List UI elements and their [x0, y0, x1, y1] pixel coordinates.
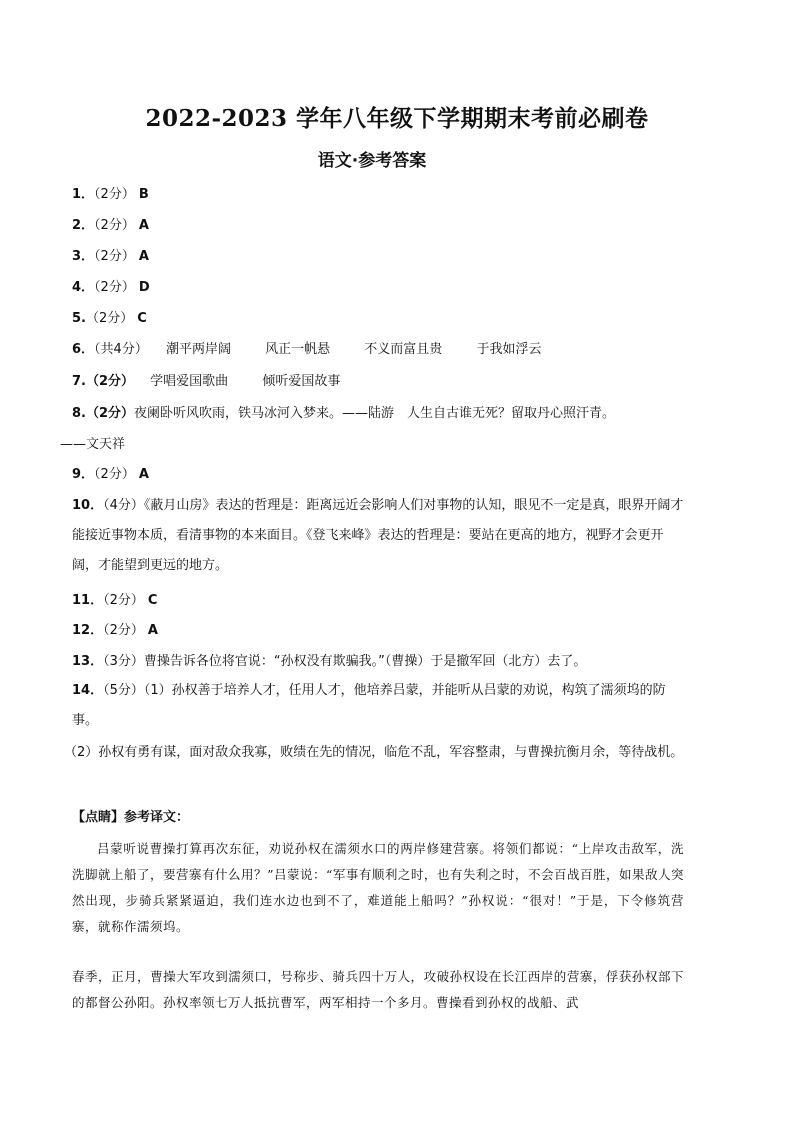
- answer-item-9: [72, 466, 149, 484]
- answer-phrase: 于我如浮云: [476, 342, 542, 357]
- answer-item-13: [72, 653, 586, 671]
- answer-item-5: [72, 310, 147, 328]
- translation-paragraph-2: 春季，正月，曹操大军攻到濡须口，号称步、骑兵四十万人，攻破孙权设在长江西岸的营寨，俘获孙权部下的都督公孙阳。孙权率领七万人抵抗曹军，两军相持一个多月。曹操看到孙权的战船、武: [72, 969, 684, 1010]
- question-number: 12．: [72, 623, 104, 638]
- question-points: （2分）: [85, 311, 134, 326]
- answer-text: （2）孙权有勇有谋，面对敌众我寡，败绩在先的情况，临危不乱，军容整肃，与曹操抗衡月余，等待战机。: [64, 745, 684, 760]
- answer-item-2: [72, 217, 149, 235]
- question-points: （2分）: [103, 623, 144, 638]
- answer-text: （1）孙权善于培养人才，任用人才，他培养吕蒙，并能听从吕蒙的劝说，构筑了濡须坞的防事。: [72, 683, 666, 728]
- answer-text: 曹操告诉各位将官说：“孙权没有欺骗我。”（曹操）于是撤军回（北方）去了。: [143, 654, 587, 669]
- answer-value: A: [147, 623, 158, 638]
- question-points: （2分）: [94, 249, 135, 264]
- question-points: （2分）: [85, 374, 135, 389]
- answer-value: A: [138, 218, 149, 233]
- question-number: 11．: [72, 593, 104, 608]
- question-number: 4．: [72, 280, 95, 295]
- question-number: 1．: [72, 187, 95, 202]
- question-number: 9．: [72, 467, 95, 482]
- answer-item-1: [72, 186, 149, 204]
- question-number: 2．: [72, 218, 95, 233]
- answer-text: ——文天祥: [60, 437, 126, 452]
- answer-phrase: 潮平两岸阔: [165, 342, 231, 357]
- answer-value: A: [138, 249, 149, 264]
- answer-item-10: [72, 491, 684, 581]
- answer-value: B: [138, 187, 149, 202]
- answer-item-6: [72, 341, 541, 359]
- answer-phrase: 风正一帆悬: [265, 342, 331, 357]
- answer-phrase: 学唱爱国歌曲: [150, 374, 229, 389]
- question-points: （4分）: [103, 498, 144, 513]
- question-points: （2分）: [94, 218, 135, 233]
- question-number: 8.: [72, 406, 86, 421]
- question-number: 5.: [72, 311, 86, 326]
- question-number: 6．: [72, 342, 95, 357]
- question-points: （2分）: [94, 467, 135, 482]
- tip-heading: 【点睛】参考译文：: [72, 810, 190, 825]
- answer-item-3: [72, 248, 149, 266]
- question-number: 10．: [72, 498, 104, 513]
- answer-item-14-part2: [64, 738, 684, 768]
- answer-value: C: [137, 311, 147, 326]
- page-subtitle: 语文·参考答案: [317, 151, 427, 171]
- answer-item-14: [72, 676, 684, 736]
- question-points: （3分）: [103, 654, 144, 669]
- answer-item-7: [72, 373, 340, 391]
- question-points: （5分）: [103, 683, 144, 698]
- answer-value: C: [147, 593, 158, 608]
- question-points: （2分）: [103, 593, 144, 608]
- answer-text: 夜阑卧听风吹雨，铁马冰河入梦来。——陆游 人生自古谁无死？留取丹心照汗青。: [134, 406, 616, 421]
- question-points: （2分）: [85, 406, 135, 421]
- question-number: 14．: [72, 683, 104, 698]
- answer-value: D: [138, 280, 150, 295]
- answer-item-4: [72, 279, 150, 297]
- translation-paragraph-1: 吕蒙听说曹操打算再次东征，劝说孙权在濡须水口的两岸修建营寨。将领们都说：“上岸攻击敌军，洗洗脚就上船了，要营寨有什么用？”吕蒙说：“军事有顺利之时，也有失利之时，不会百战百胜，如果敌人突然出现，步骑兵紧紧逼迫，我们连水边也到不了，难道能上船吗？”孙权说：“很对！”于是，下令修筑营寨，就称作濡须坞。: [72, 841, 684, 934]
- answer-phrase: 不义而富且贵: [364, 342, 443, 357]
- answer-item-12: [72, 622, 158, 640]
- answer-text: 《蔽月山房》表达的哲理是：距离远近会影响人们对事物的认知，眼见不一定是真，眼界开阔才能接近事物本质，看清事物的本来面目。《登飞来峰》表达的哲理是：要站在更高的地方，视野才会更开阔，才能望到更远的地方。: [72, 498, 684, 573]
- answer-phrase: 倾听爱国故事: [262, 374, 341, 389]
- answer-item-8-continued: [60, 436, 125, 454]
- page-title: 2022-2023 学年八年级下学期期末考前必刷卷: [145, 105, 649, 132]
- question-points: （2分）: [94, 280, 135, 295]
- question-points: （2分）: [94, 187, 135, 202]
- question-number: 7.: [72, 374, 86, 389]
- question-number: 3．: [72, 249, 95, 264]
- answer-item-8: [72, 405, 615, 423]
- question-points: （共4分）: [94, 342, 148, 357]
- answer-value: A: [138, 467, 149, 482]
- answer-item-11: [72, 592, 157, 610]
- question-number: 13．: [72, 654, 104, 669]
